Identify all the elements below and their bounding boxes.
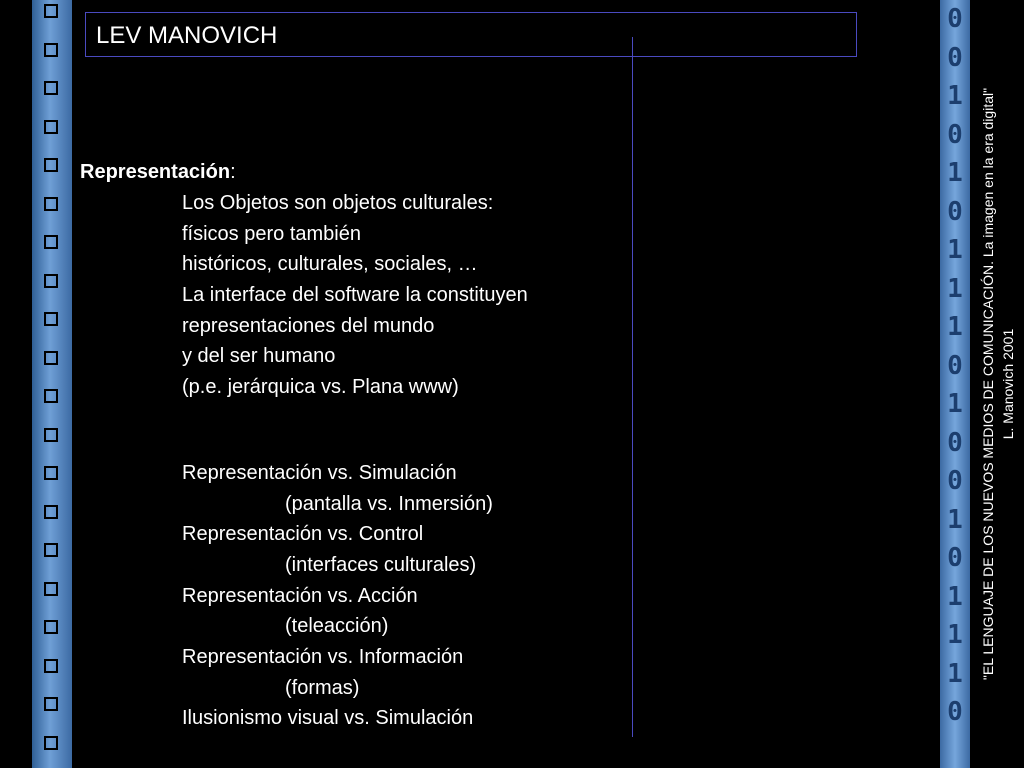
film-hole-icon <box>44 274 58 288</box>
caption-line-2: L. Manovich 2001 <box>1000 328 1016 440</box>
binary-digit: 1 <box>947 235 963 265</box>
binary-strip-decoration <box>940 0 970 768</box>
slide-title: LEV MANOVICH <box>96 22 278 49</box>
binary-digit: 1 <box>947 504 963 535</box>
title-box <box>85 12 857 57</box>
binary-digit: 1 <box>947 620 963 650</box>
body-line: históricos, culturales, sociales, … <box>182 253 478 275</box>
film-hole-icon <box>44 4 58 18</box>
binary-digit: 0 <box>947 427 963 458</box>
film-hole-icon <box>44 197 58 211</box>
filmstrip-decoration <box>32 0 72 768</box>
binary-digit: 0 <box>947 466 963 496</box>
binary-digit: 1 <box>947 158 963 188</box>
body-line: representaciones del mundo <box>182 315 435 337</box>
final-line: Ilusionismo visual vs. Simulación <box>182 707 474 729</box>
film-hole-icon <box>44 81 58 95</box>
binary-digit: 1 <box>947 312 963 342</box>
film-hole-icon <box>44 620 58 634</box>
film-hole-icon <box>44 120 58 134</box>
film-hole-icon <box>44 43 58 57</box>
film-hole-icon <box>44 235 58 249</box>
binary-digit: 0 <box>947 196 963 227</box>
body-line: (p.e. jerárquica vs. Plana www) <box>182 376 459 398</box>
body-line: físicos pero también <box>182 223 361 245</box>
film-hole-icon <box>44 466 58 480</box>
binary-digit: 1 <box>947 273 963 304</box>
binary-digit: 1 <box>947 81 963 111</box>
binary-digit: 0 <box>947 119 963 150</box>
film-hole-icon <box>44 543 58 557</box>
film-hole-icon <box>44 659 58 673</box>
binary-digit: 0 <box>947 697 963 727</box>
heading-line <box>80 160 236 184</box>
film-hole-icon <box>44 158 58 172</box>
comparison-sub: (pantalla vs. Inmersión) <box>285 493 493 515</box>
comparison-sub: (teleacción) <box>285 615 389 637</box>
film-hole-icon <box>44 312 58 326</box>
binary-digit: 1 <box>947 581 963 612</box>
comparison-main: Representación vs. Simulación <box>182 462 457 484</box>
heading-text: Representación <box>80 161 231 183</box>
film-hole-icon <box>44 582 58 596</box>
binary-digit: 0 <box>947 42 963 73</box>
caption-line-1: "EL LENGUAJE DE LOS NUEVOS MEDIOS DE COMUNICACIÓN. La imagen en la era digital" <box>980 87 996 681</box>
source-caption <box>978 88 1018 680</box>
body-line: y del ser humano <box>182 345 336 367</box>
heading-colon: : <box>230 161 236 183</box>
binary-digit: 1 <box>947 389 963 419</box>
comparison-main: Representación vs. Información <box>182 646 464 668</box>
vertical-divider <box>632 37 633 737</box>
binary-digit: 0 <box>947 543 963 573</box>
film-hole-icon <box>44 697 58 711</box>
film-hole-icon <box>44 428 58 442</box>
comparison-main: Representación vs. Control <box>182 523 424 545</box>
body-line: La interface del software la constituyen <box>182 284 528 306</box>
film-hole-icon <box>44 505 58 519</box>
binary-digit: 0 <box>947 4 963 34</box>
film-hole-icon <box>44 736 58 750</box>
comparison-main: Representación vs. Acción <box>182 585 418 607</box>
film-hole-icon <box>44 351 58 365</box>
body-line: Los Objetos son objetos culturales: <box>182 192 494 214</box>
binary-digit: 0 <box>947 350 963 381</box>
film-hole-icon <box>44 389 58 403</box>
binary-digit: 1 <box>947 658 963 689</box>
comparison-sub: (formas) <box>285 677 360 699</box>
comparison-sub: (interfaces culturales) <box>285 554 477 576</box>
